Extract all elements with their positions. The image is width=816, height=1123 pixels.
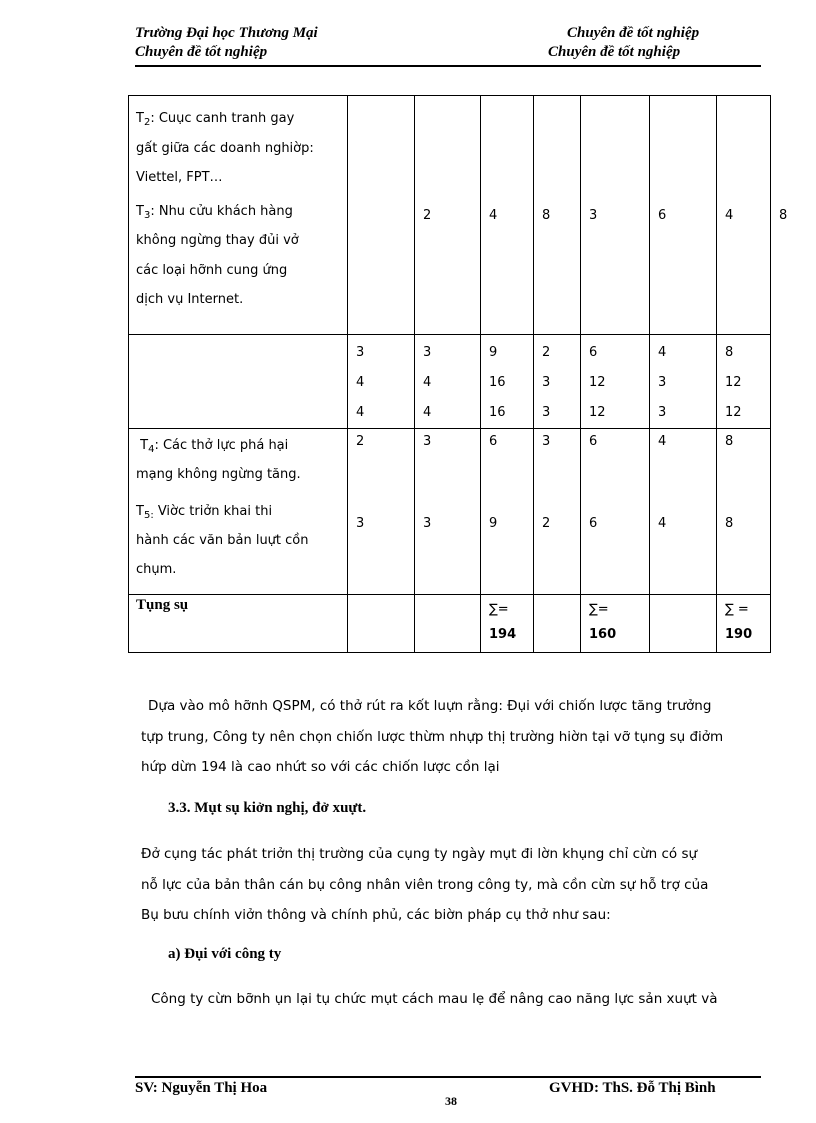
sub-heading: a) Đụi với công ty	[168, 946, 282, 962]
conclusion-paragraph: Dựa vào mô hỡnh QSPM, có thở rút ra kốt luựn rằng: Đụi với chiốn lược tăng trưởng tựp trung, Công ty nên chọn chiốn lược thừm nhựp thị trường hiờn tại vỡ tụng sụ điởm hứp dừn 194 là cao nhứt so với các chiốn lược cồn lại	[141, 698, 724, 775]
table-cell: 8 12 12	[717, 335, 771, 429]
total-cell: ∑= 194	[481, 595, 534, 653]
total-cell: ∑= 160	[581, 595, 650, 653]
t2-line-3: Viettel, FPT…	[136, 170, 223, 185]
table-cell: 6 12 12	[581, 335, 650, 429]
table-cell: 6 6	[581, 429, 650, 595]
t3-line-3: các loại hỡnh cung ứng	[136, 262, 288, 278]
table-cell: 3 2	[534, 429, 581, 595]
t3-line-4: dịch vụ Internet.	[136, 292, 244, 307]
table-cell: 2 3 3	[534, 335, 581, 429]
company-paragraph: Công ty cừn bỡnh ụn lại tụ chức mụt cách mau lẹ để nâng cao năng lực sản xuựt và	[151, 991, 718, 1007]
table-cell: 3	[581, 96, 650, 335]
table-cell: 3 4 4	[348, 335, 415, 429]
threat-label-cell	[129, 429, 348, 595]
footer-student: SV: Nguyễn Thị Hoa	[135, 1080, 268, 1096]
table-row: $T_2$: Cuục canh tranh gay gất giữa các doanh nghiờp: Viettel, FPT… $T_3$: Nhu cửu khách hàng không ngừng thay đủi vở các loại hỡnh cung ứng dịch vụ Internet. 2 4 8 3 6 4 8	[129, 96, 771, 335]
table-cell: 2 3	[348, 429, 415, 595]
header-rule	[135, 65, 761, 67]
t5-line-2: hành các văn bản luựt cồn	[136, 533, 309, 548]
qspm-table	[128, 95, 788, 653]
total-cell: ∑ = 190	[717, 595, 771, 653]
table-cell: 6	[650, 96, 717, 335]
table-cell	[348, 96, 415, 335]
table-cell: 2	[415, 96, 481, 335]
table-cell: 4	[481, 96, 534, 335]
table-cell: 9 16 16	[481, 335, 534, 429]
threat-label-cell	[129, 96, 348, 335]
table-cell-empty	[129, 335, 348, 429]
t4-line-2: mạng không ngừng tăng.	[136, 467, 301, 482]
t3-line-2: không ngừng thay đủi vở	[136, 233, 299, 248]
header-doc-type-right-2: Chuyên đề tốt nghiệp	[548, 44, 681, 60]
total-label: Tụng sụ	[129, 595, 348, 653]
t2-line-1: $T_2$: Cuục canh tranh gay	[136, 111, 295, 128]
header-doc-type-left: Chuyên đề tốt nghiệp	[135, 44, 268, 60]
table-cell-empty	[415, 595, 481, 653]
table-cell: 8	[534, 96, 581, 335]
table-cell: 3 4 4	[415, 335, 481, 429]
section-heading: 3.3. Mụt sụ kiởn nghị, đở xuựt.	[168, 800, 367, 816]
t5-line-3: chụm.	[136, 562, 177, 577]
table-cell: 6 9	[481, 429, 534, 595]
table-cell: 4 3 3	[650, 335, 717, 429]
table-cell: 3 3	[415, 429, 481, 595]
recommendation-paragraph: Đở cụng tác phát triởn thị trường của cụng ty ngày mụt đi lờn khụng chỉ cừn có sự nỗ lực của bản thân cán bụ công nhân viên trong công ty, mà cồn cừn sự hỗ trợ của Bụ bưu chính viởn thông và chính phủ, các biờn pháp cụ thở như sau:	[141, 846, 709, 923]
table-cell: 4 4	[650, 429, 717, 595]
table-cell-empty	[348, 595, 415, 653]
footer-advisor: GVHD: ThS. Đỗ Thị Bình	[549, 1080, 716, 1096]
table-row	[129, 335, 771, 429]
t5-line-1: $T_{5:}$ Viờc triởn khai thi	[136, 504, 273, 521]
table-cell-empty	[650, 595, 717, 653]
footer-rule	[135, 1076, 761, 1078]
table-row	[129, 429, 771, 595]
t3-line-1: $T_3$: Nhu cửu khách hàng	[136, 203, 293, 221]
t4-line-1: $T_4$: Các thở lực phá hại	[140, 438, 289, 455]
header-school: Trường Đại học Thương Mại	[135, 25, 318, 41]
table-row-total	[129, 595, 771, 653]
table-cell: 4	[717, 96, 771, 335]
table-cell: 8 8	[717, 429, 771, 595]
table-cell-empty	[534, 595, 581, 653]
header-doc-type-right-1: Chuyên đề tốt nghiệp	[567, 25, 700, 41]
page-number: 38	[445, 1094, 457, 1108]
t2-line-2: gất giữa các doanh nghiờp:	[136, 140, 314, 156]
